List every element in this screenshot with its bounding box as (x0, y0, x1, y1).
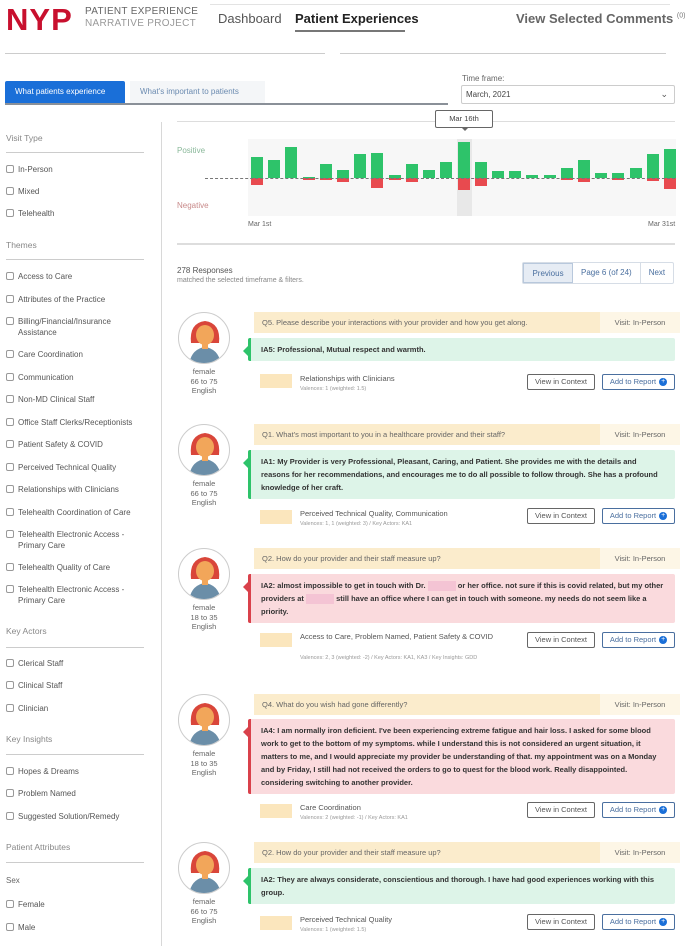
valence-meta: Valences: 2 (weighted: -1) / Key Actors: KA1 (300, 815, 408, 821)
theme-list: Relationships with Clinicians (300, 374, 395, 383)
chevron-down-icon: ⌄ (660, 89, 668, 99)
positive-bar[interactable] (337, 170, 349, 178)
view-in-context-button[interactable]: View in Context (527, 374, 595, 390)
checkbox[interactable] (6, 272, 14, 280)
divider (6, 647, 144, 648)
filter-female[interactable]: Female (6, 899, 146, 910)
answer-text: IA5: Professional, Mutual respect and warmth. (248, 338, 675, 361)
checkbox[interactable] (6, 659, 14, 667)
answer-text: IA1: My Provider is very Professional, Pleasant, Caring, and Patient. She provides me with the details and reasons for her recommendations, and encourages me to do all possible to follow through. She has a profound knowledge of her craft. (248, 450, 675, 499)
filter-in-person[interactable]: In-Person (6, 164, 146, 175)
checkbox[interactable] (6, 585, 14, 593)
checkbox[interactable] (6, 704, 14, 712)
checkbox[interactable] (6, 563, 14, 571)
positive-bar[interactable] (561, 168, 573, 178)
checkbox[interactable] (6, 923, 14, 931)
plus-circle-icon: + (661, 806, 666, 814)
plus-circle-icon: + (661, 918, 666, 926)
filter-access-to-care[interactable]: Access to Care (6, 271, 146, 282)
patient-demographics: female 18 to 35 English (190, 749, 218, 777)
checkbox[interactable] (6, 418, 14, 426)
filter-attributes-of-practice[interactable]: Attributes of the Practice (6, 294, 146, 305)
positive-bar[interactable] (664, 149, 676, 178)
chart-top-divider (177, 121, 675, 122)
positive-bar[interactable] (492, 171, 504, 178)
response-card (170, 694, 680, 824)
positive-bar[interactable] (354, 154, 366, 178)
logo-subtitle-line2: NARRATIVE PROJECT (85, 18, 197, 29)
header-divider (5, 53, 325, 54)
divider (6, 754, 144, 755)
positive-bar[interactable] (440, 162, 452, 178)
add-to-report-button[interactable]: Add to Report + (602, 914, 675, 930)
visit-type: Visit: In-Person (600, 548, 680, 569)
checkbox[interactable] (6, 295, 14, 303)
checkbox[interactable] (6, 530, 14, 538)
chart-baseline (205, 178, 675, 179)
filter-perceived-technical-quality[interactable]: Perceived Technical Quality (6, 462, 146, 473)
avatar (178, 548, 230, 600)
filter-non-md-clinical-staff[interactable]: Non-MD Clinical Staff (6, 394, 146, 405)
timeframe-value: March, 2021 (466, 90, 511, 99)
add-to-report-button[interactable]: Add to Report + (602, 374, 675, 390)
response-card (170, 548, 680, 673)
filter-telehealth-coordination[interactable]: Telehealth Coordination of Care (6, 507, 146, 518)
positive-bar[interactable] (406, 164, 418, 178)
positive-bar[interactable] (475, 162, 487, 178)
positive-bar[interactable] (509, 171, 521, 178)
negative-bar[interactable] (251, 178, 263, 185)
pagination (522, 262, 674, 284)
valence-meta: Valences: 1 (weighted: 1.5) (300, 386, 367, 392)
plus-circle-icon: + (661, 512, 666, 520)
visit-type-heading: Visit Type (6, 133, 43, 143)
tab-whats-important[interactable]: What's important to patients (130, 81, 265, 103)
visit-type: Visit: In-Person (600, 312, 680, 333)
add-to-report-button[interactable]: Add to Report + (602, 632, 675, 648)
theme-swatch (260, 510, 292, 524)
positive-bar[interactable] (423, 170, 435, 178)
checkbox[interactable] (6, 317, 14, 325)
plus-circle-icon: + (661, 378, 666, 386)
patient-demographics: female 66 to 75 English (190, 367, 218, 395)
nav-active-underline (295, 30, 405, 32)
positive-bar[interactable] (458, 142, 470, 178)
tab-what-patients-experience[interactable]: What patients experience (5, 81, 125, 103)
patient-demographics: female 66 to 75 English (190, 479, 218, 507)
checkbox[interactable] (6, 373, 14, 381)
patient-demographics: female 18 to 35 English (190, 603, 218, 631)
filter-telehealth[interactable]: Telehealth (6, 208, 146, 219)
themes-heading: Themes (6, 240, 37, 250)
key-actors-heading: Key Actors (6, 626, 47, 636)
positive-bar[interactable] (285, 147, 297, 178)
checkbox[interactable] (6, 812, 14, 820)
positive-bar[interactable] (268, 160, 280, 178)
response-count: 278 Responses (177, 266, 233, 275)
header-divider-right (340, 53, 666, 54)
negative-bar[interactable] (458, 178, 470, 190)
theme-swatch (260, 633, 292, 647)
filter-clinician[interactable]: Clinician (6, 703, 146, 714)
valence-meta: Valences: 1, 1 (weighted: 3) / Key Actors: KA1 (300, 521, 413, 527)
answer-text: IA2: They are always considerate, conscientious and thorough. I have had good experiences working with this group. (248, 868, 675, 904)
positive-bar[interactable] (320, 164, 332, 178)
timeframe-select[interactable] (461, 85, 675, 104)
sex-label: Sex (6, 876, 20, 885)
checkbox[interactable] (6, 508, 14, 516)
redacted-name (428, 581, 456, 591)
filter-male[interactable]: Male (6, 922, 146, 933)
key-insights-heading: Key Insights (6, 734, 53, 744)
nav-view-selected-label: View Selected Comments (516, 11, 674, 26)
visit-type: Visit: In-Person (600, 424, 680, 445)
filter-problem-named[interactable]: Problem Named (6, 788, 146, 799)
response-count-subtitle: matched the selected timeframe & filters. (177, 277, 304, 284)
theme-list: Care Coordination (300, 803, 361, 812)
filter-mixed[interactable]: Mixed (6, 186, 146, 197)
view-in-context-button[interactable]: View in Context (527, 632, 595, 648)
negative-bar[interactable] (371, 178, 383, 188)
filter-care-coordination[interactable]: Care Coordination (6, 349, 146, 360)
add-to-report-button[interactable]: Add to Report + (602, 508, 675, 524)
filter-patient-safety-covid[interactable]: Patient Safety & COVID (6, 439, 146, 450)
logo-subtitle (85, 6, 198, 30)
positive-axis-label: Positive (177, 146, 206, 155)
divider (6, 862, 144, 863)
theme-swatch (260, 916, 292, 930)
filter-telehealth-electronic-access[interactable]: Telehealth Electronic Access - Primary Care (6, 529, 146, 551)
nyp-logo[interactable]: NYP (6, 2, 73, 37)
filter-communication[interactable]: Communication (6, 372, 146, 383)
checkbox[interactable] (6, 395, 14, 403)
plus-circle-icon: + (661, 636, 666, 644)
avatar (178, 424, 230, 476)
theme-list: Perceived Technical Quality, Communication (300, 509, 448, 518)
checkbox[interactable] (6, 681, 14, 689)
negative-bar[interactable] (475, 178, 487, 186)
theme-swatch (260, 804, 292, 818)
response-card (170, 312, 680, 407)
checkbox[interactable] (6, 440, 14, 448)
question-text: Q2. How do your provider and their staff measure up? (254, 548, 660, 569)
avatar (178, 842, 230, 894)
checkbox[interactable] (6, 187, 14, 195)
chart-bottom-divider (177, 243, 675, 245)
visit-type: Visit: In-Person (600, 842, 680, 863)
filter-office-staff[interactable]: Office Staff Clerks/Receptionists (6, 417, 146, 428)
tab-underline (5, 103, 448, 105)
theme-swatch (260, 374, 292, 388)
checkbox[interactable] (6, 767, 14, 775)
divider (6, 259, 144, 260)
divider (6, 152, 144, 153)
checkbox[interactable] (6, 789, 14, 797)
theme-list: Access to Care, Problem Named, Patient Safety & COVID (300, 632, 493, 641)
previous-page-button[interactable]: Previous (523, 263, 573, 283)
nav-dashboard[interactable]: Dashboard (218, 11, 282, 26)
view-in-context-button[interactable]: View in Context (527, 802, 595, 818)
filter-sidebar (0, 122, 162, 946)
question-text: Q2. How do your provider and their staff measure up? (254, 842, 660, 863)
nav-view-selected-comments[interactable] (516, 11, 685, 26)
positive-bar[interactable] (251, 157, 263, 178)
response-card (170, 842, 680, 942)
view-in-context-button[interactable]: View in Context (527, 508, 595, 524)
top-divider (210, 4, 670, 5)
add-to-report-button[interactable]: Add to Report + (602, 802, 675, 818)
filter-clinical-staff[interactable]: Clinical Staff (6, 680, 146, 691)
filter-hopes-dreams[interactable]: Hopes & Dreams (6, 766, 146, 777)
checkbox[interactable] (6, 485, 14, 493)
page-indicator: Page 6 (of 24) (573, 263, 641, 283)
timeframe-label: Time frame: (462, 74, 505, 83)
female-avatar-icon (179, 313, 230, 364)
chart-tooltip: Mar 16th (435, 110, 493, 128)
filter-billing[interactable]: Billing/Financial/Insurance Assistance (6, 316, 146, 338)
question-text: Q1. What's most important to you in a healthcare provider and their staff? (254, 424, 660, 445)
female-avatar-icon (179, 843, 230, 894)
checkbox[interactable] (6, 463, 14, 471)
answer-text: IA2: almost impossible to get in touch with Dr. or her office. not sure if this is covid related, but my other providers at still have an office where I can get in touch with someone. my needs do not seem like a priority. (248, 574, 675, 623)
positive-bar[interactable] (647, 154, 659, 178)
x-axis-start-label: Mar 1st (248, 221, 272, 228)
female-avatar-icon (179, 549, 230, 600)
selected-count-badge: (0) (676, 12, 686, 20)
negative-axis-label: Negative (177, 201, 209, 210)
view-in-context-button[interactable]: View in Context (527, 914, 595, 930)
positive-bar[interactable] (371, 153, 383, 178)
filter-clerical-staff[interactable]: Clerical Staff (6, 658, 146, 669)
positive-bar[interactable] (578, 160, 590, 178)
logo-subtitle-line1: PATIENT EXPERIENCE (85, 6, 199, 17)
visit-type: Visit: In-Person (600, 694, 680, 715)
avatar (178, 694, 230, 746)
question-text: Q5. Please describe your interactions with your provider and how you get along. (254, 312, 660, 333)
theme-list: Perceived Technical Quality (300, 915, 392, 924)
response-card (170, 424, 680, 534)
valence-meta: Valences: 1 (weighted: 1.5) (300, 927, 367, 933)
avatar (178, 312, 230, 364)
female-avatar-icon (179, 695, 230, 746)
checkbox[interactable] (6, 209, 14, 217)
checkbox[interactable] (6, 350, 14, 358)
patient-attributes-heading: Patient Attributes (6, 842, 71, 852)
next-page-button[interactable]: Next (648, 268, 666, 277)
header (0, 0, 700, 56)
positive-bar[interactable] (630, 168, 642, 178)
female-avatar-icon (179, 425, 230, 476)
checkbox[interactable] (6, 165, 14, 173)
valence-meta: Valences: 2, 3 (weighted: -2) / Key Actors: KA1, KA3 / Key Insights: GDD (300, 655, 478, 661)
checkbox[interactable] (6, 900, 14, 908)
patient-demographics: female 66 to 75 English (190, 897, 218, 925)
filter-telehealth-electronic-access-2[interactable]: Telehealth Electronic Access - Primary Care (6, 584, 146, 606)
filter-relationships-with-clinicians[interactable]: Relationships with Clinicians (6, 484, 146, 495)
filter-telehealth-quality[interactable]: Telehealth Quality of Care (6, 562, 146, 573)
answer-text: IA4: I am normally iron deficient. I've been experiencing extreme fatigue and hair loss. I asked for some blood work to get to the bottom of my symptoms. while I understand this is not considered an urgent situation, it matters to me, and I would appreciate my provider be understanding of that. my appointment was on a Monday and by Friday, I still had not received the orders to go to quest for the blood work. Really disappointed. considering switching to another provider. (248, 719, 675, 794)
question-text: Q4. What do you wish had gone differently? (254, 694, 660, 715)
negative-bar[interactable] (664, 178, 676, 189)
nav-patient-experiences[interactable]: Patient Experiences (295, 11, 419, 26)
filter-suggested-solution[interactable]: Suggested Solution/Remedy (6, 811, 146, 822)
x-axis-end-label: Mar 31st (648, 221, 676, 228)
redacted-name (306, 594, 334, 604)
